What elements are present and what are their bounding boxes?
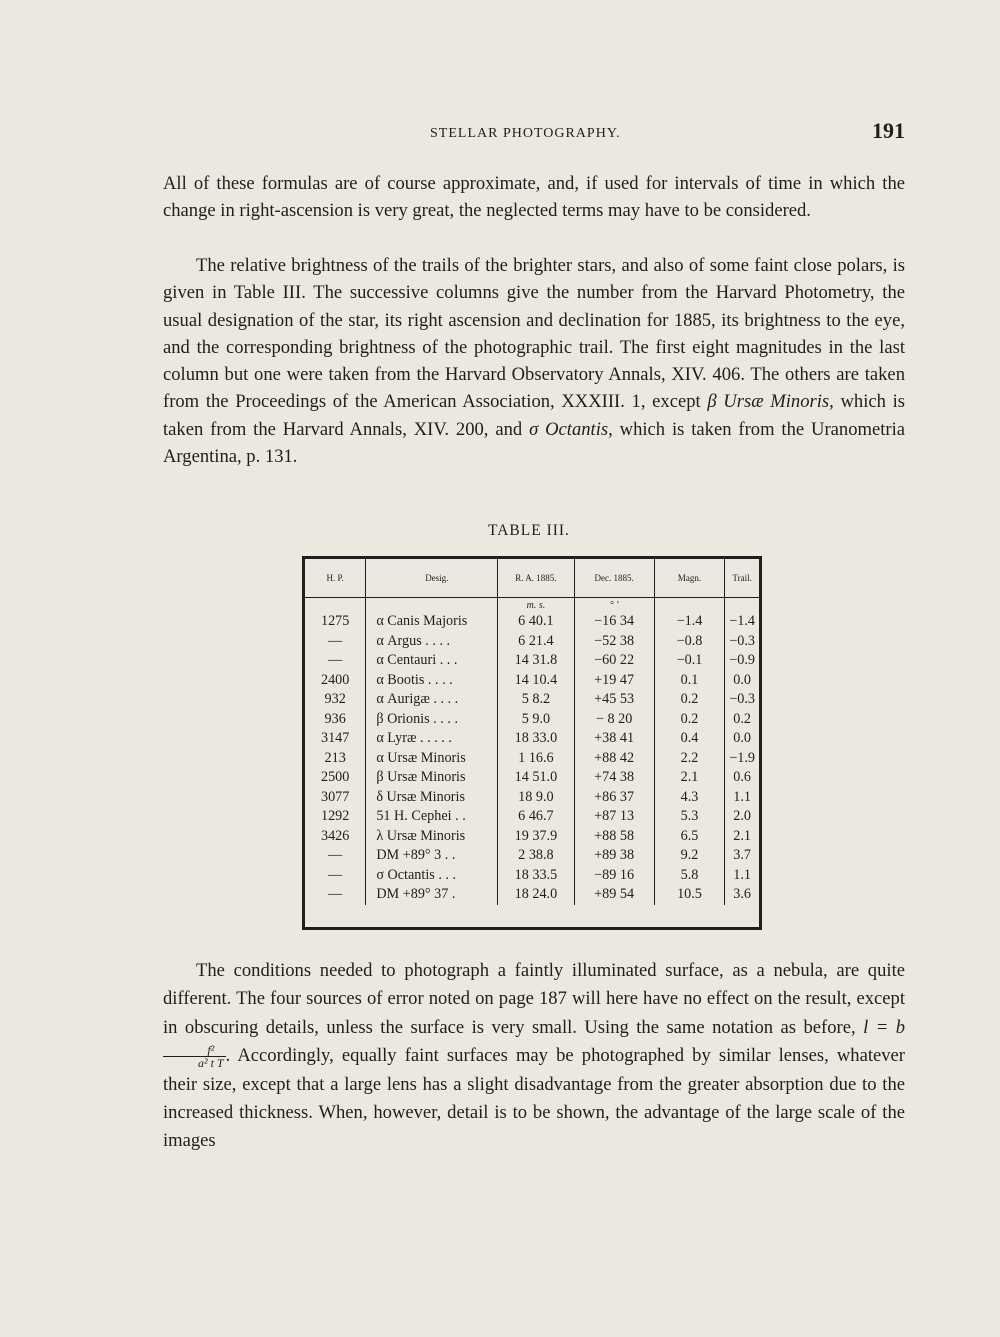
paragraph-formulas: All of these formulas are of course approximate, and, if used for intervals of time in which the change in right-ascension is very great, the neglected terms may have to be considered.: [163, 173, 905, 222]
table-row: [305, 671, 759, 691]
units-ra: m. s.: [498, 598, 574, 613]
header-dec: Dec. 1885.: [574, 559, 654, 598]
cell-magn: 0.1: [654, 671, 725, 691]
cell-dec: −52 38: [574, 632, 654, 652]
units-desig: [366, 598, 498, 613]
header-hp: H. P.: [305, 559, 366, 598]
cell-ra: 6 21.4: [498, 632, 574, 652]
cell-hp: 3426: [305, 827, 366, 847]
cell-desig: β Ursæ Minoris: [366, 768, 498, 788]
cell-ra: 14 10.4: [498, 671, 574, 691]
cell-ra: 18 24.0: [498, 885, 574, 905]
table-row: [305, 846, 759, 866]
table-row: [305, 710, 759, 730]
table-row: [305, 807, 759, 827]
cell-desig: α Bootis . . . .: [366, 671, 498, 691]
cell-trail: −0.9: [729, 652, 755, 669]
cell-desig: DM +89° 3 . .: [366, 846, 498, 866]
cell-magn: 5.3: [654, 807, 725, 827]
cell-magn: 2.1: [654, 768, 725, 788]
paragraph-nebula-text-a: The conditions needed to photograph a faintly illuminated surface, as a nebula, are quite different. The four sources of error noted on page 187 will here have no effect on the result, except in obscuring details, unless the surface is very small. Using the same notation as before,: [163, 960, 905, 1038]
cell-dec: +19 47: [574, 671, 654, 691]
table-units-row: [305, 598, 759, 613]
cell-hp: 213: [305, 749, 366, 769]
table-row: [305, 866, 759, 886]
star-sigma-octantis: σ Octantis,: [529, 418, 613, 440]
header-desig: Desig.: [366, 559, 498, 598]
formula-denominator: a² t T: [198, 1056, 224, 1071]
cell-hp: 1275: [305, 612, 366, 632]
cell-trail: 0.0: [733, 671, 751, 688]
cell-magn: −1.4: [654, 612, 725, 632]
header-trail: Trail.: [725, 559, 759, 598]
cell-magn: 4.3: [654, 788, 725, 808]
paragraph-brightness-text-a: The relative brightness of the trails of the brighter stars, and also of some faint close polars, is given in Table III. The successive columns give the number from the Harvard Photometry, the usual designation of the star, its right ascension and declination for 1885, its brightness to the eye, and the corresponding brightness of the photographic trail. The first eight magnitudes in the last column but one were taken from the Harvard Observatory Annals, XIV. 406. The others are taken from the Proceedings of the American Association, XXXIII. 1, except: [163, 255, 905, 413]
cell-hp: 3077: [305, 788, 366, 808]
cell-desig: α Centauri . . .: [366, 651, 498, 671]
cell-ra: 6 46.7: [498, 807, 574, 827]
paragraph-nebula: [163, 957, 905, 1156]
cell-trail: 2.0: [733, 808, 751, 825]
cell-magn: 0.2: [654, 710, 725, 730]
table-row: [305, 690, 759, 710]
cell-ra: 18 33.5: [498, 866, 574, 886]
paragraph-nebula-text-b: . Accordingly, equally faint surfaces may be photographed by similar lenses, whatever their size, except that a large lens has a slight disadvantage from the greater absorption due to the increased thickness. When, however, detail is to be shown, the advantage of the large scale of the images: [163, 1045, 905, 1152]
formula-numerator: f²: [163, 1044, 226, 1057]
cell-ra: 5 8.2: [498, 690, 574, 710]
cell-trail: −0.3: [729, 691, 755, 708]
cell-dec: +87 13: [574, 807, 654, 827]
cell-ra: 1 16.6: [498, 749, 574, 769]
table-row: [305, 768, 759, 788]
table-row: [305, 885, 759, 905]
cell-dec: +38 41: [574, 729, 654, 749]
cell-hp: 2400: [305, 671, 366, 691]
cell-magn: 6.5: [654, 827, 725, 847]
cell-hp: 2500: [305, 768, 366, 788]
star-beta-ursae-minoris: β Ursæ Minoris,: [707, 391, 834, 413]
paragraph-brightness-text-b: which is taken from the Harvard Annals, XIV. 200, and: [163, 391, 906, 440]
units-trail: [725, 598, 759, 613]
cell-desig: δ Ursæ Minoris: [366, 788, 498, 808]
cell-ra: 19 37.9: [498, 827, 574, 847]
cell-desig: σ Octantis . . .: [366, 866, 498, 886]
paragraph-brightness-text-c: which is taken from the Uranometria Argentina, p. 131.: [163, 418, 905, 468]
cell-magn: −0.1: [654, 651, 725, 671]
cell-magn: 10.5: [654, 885, 725, 905]
table-row: [305, 612, 759, 632]
cell-hp: 1292: [305, 807, 366, 827]
table-row: [305, 651, 759, 671]
cell-dec: −89 16: [574, 866, 654, 886]
cell-hp: —: [305, 651, 366, 671]
cell-magn: 0.2: [654, 690, 725, 710]
cell-trail: −0.3: [729, 632, 755, 649]
cell-hp: 936: [305, 710, 366, 730]
cell-trail: 0.0: [733, 730, 751, 747]
header-magn: Magn.: [654, 559, 725, 598]
cell-desig: DM +89° 37 .: [366, 885, 498, 905]
table-row: [305, 729, 759, 749]
table-row: [305, 827, 759, 847]
page-number: 191: [872, 118, 905, 143]
cell-dec: +74 38: [574, 768, 654, 788]
cell-desig: α Canis Majoris: [366, 612, 498, 632]
cell-trail: 3.6: [733, 886, 751, 903]
cell-hp: 3147: [305, 729, 366, 749]
cell-trail: 3.7: [733, 847, 751, 864]
data-table: [305, 559, 759, 905]
cell-ra: 18 9.0: [498, 788, 574, 808]
cell-desig: 51 H. Cephei . .: [366, 807, 498, 827]
paragraph-brightness: [163, 252, 905, 470]
cell-magn: 2.2: [654, 749, 725, 769]
cell-desig: β Orionis . . . .: [366, 710, 498, 730]
cell-trail: −1.4: [729, 613, 755, 630]
cell-magn: −0.8: [654, 632, 725, 652]
table-row: [305, 788, 759, 808]
cell-trail: 1.1: [733, 866, 751, 883]
cell-dec: +88 42: [574, 749, 654, 769]
units-magn: [654, 598, 725, 613]
cell-ra: 18 33.0: [498, 729, 574, 749]
cell-dec: −60 22: [574, 651, 654, 671]
cell-trail: 2.1: [733, 827, 751, 844]
cell-hp: —: [305, 885, 366, 905]
formula-lhs: l = b: [863, 1016, 905, 1038]
table-frame: [302, 556, 762, 930]
cell-desig: α Ursæ Minoris: [366, 749, 498, 769]
cell-hp: —: [305, 866, 366, 886]
cell-magn: 9.2: [654, 846, 725, 866]
header-ra: R. A. 1885.: [498, 559, 574, 598]
cell-ra: 14 31.8: [498, 651, 574, 671]
cell-magn: 5.8: [654, 866, 725, 886]
cell-ra: 14 51.0: [498, 768, 574, 788]
cell-desig: α Argus . . . .: [366, 632, 498, 652]
units-hp: [305, 598, 366, 613]
cell-ra: 6 40.1: [498, 612, 574, 632]
table-title: TABLE III.: [488, 522, 570, 539]
units-dec: ° ′: [574, 598, 654, 613]
running-title: STELLAR PHOTOGRAPHY.: [430, 126, 621, 141]
cell-hp: 932: [305, 690, 366, 710]
cell-desig: α Lyræ . . . . .: [366, 729, 498, 749]
cell-hp: —: [305, 846, 366, 866]
cell-dec: +45 53: [574, 690, 654, 710]
cell-desig: α Aurigæ . . . .: [366, 690, 498, 710]
cell-magn: 0.4: [654, 729, 725, 749]
cell-dec: +89 54: [574, 885, 654, 905]
table-body: [305, 598, 759, 905]
cell-desig: λ Ursæ Minoris: [366, 827, 498, 847]
cell-ra: 5 9.0: [498, 710, 574, 730]
table-header-row: [305, 559, 759, 598]
table-row: [305, 632, 759, 652]
cell-ra: 2 38.8: [498, 846, 574, 866]
cell-dec: +89 38: [574, 846, 654, 866]
cell-trail: −1.9: [729, 749, 755, 766]
cell-dec: −16 34: [574, 612, 654, 632]
cell-dec: − 8 20: [574, 710, 654, 730]
table-row: [305, 749, 759, 769]
cell-trail: 1.1: [733, 788, 751, 805]
cell-dec: +86 37: [574, 788, 654, 808]
cell-trail: 0.2: [733, 710, 751, 727]
formula-fraction: [163, 1044, 226, 1069]
cell-hp: —: [305, 632, 366, 652]
cell-dec: +88 58: [574, 827, 654, 847]
cell-trail: 0.6: [733, 769, 751, 786]
